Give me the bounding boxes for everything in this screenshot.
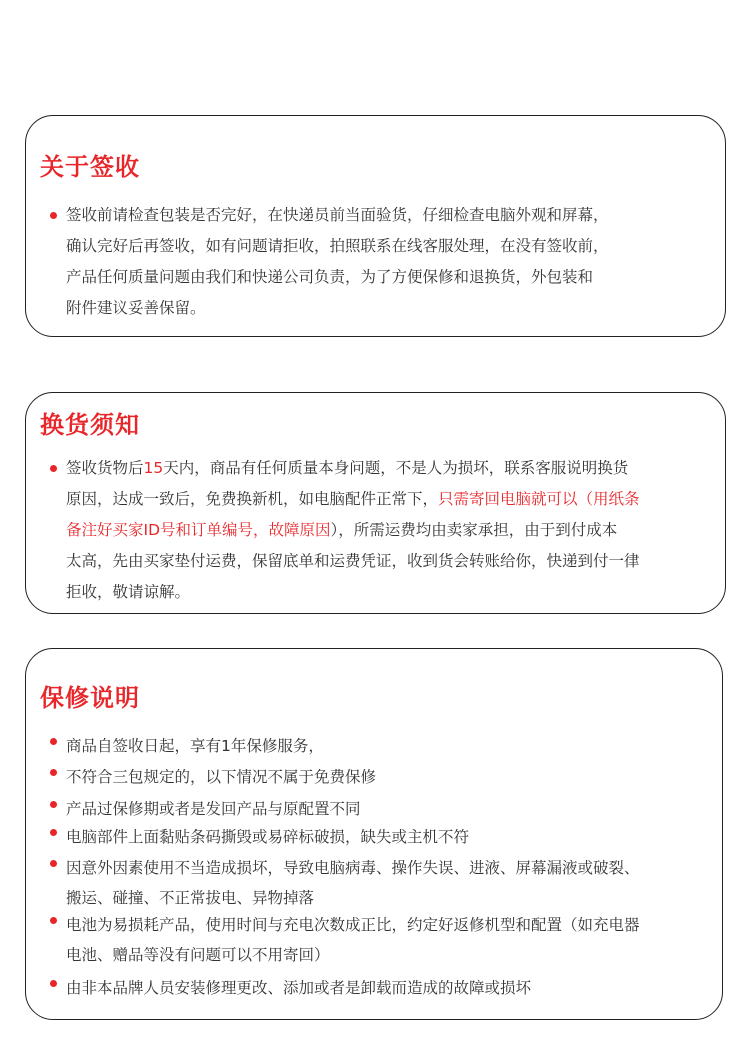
bullet-dot-icon bbox=[50, 829, 57, 836]
exchange-text-b: 天内，商品有任何质量本身问题，不是人为损坏，联系客服说明换货 原因，达成一致后，免费换新机，如电脑配件正常下， bbox=[66, 459, 629, 508]
warranty-item-text: 因意外因素使用不当造成损坏，导致电脑病毒、操作失误、进液、屏幕漏液或破裂、 搬运、碰撞、不正常拔电、异物掉落 bbox=[66, 859, 640, 907]
bullet-dot-icon bbox=[50, 769, 57, 776]
bullet-dot-icon bbox=[50, 465, 57, 472]
exchange-bullet bbox=[50, 457, 701, 602]
exchange-text bbox=[66, 453, 701, 608]
signing-bullet bbox=[50, 202, 701, 322]
exchange-text-c: ），所需运费均由卖家承担，由于到付成本 太高，先由买家垫付运费，保留底单和运费凭证，收到货会转账给你，快递到付一律 拒收，敬请谅解。 bbox=[66, 521, 640, 601]
list-item bbox=[50, 917, 698, 977]
warranty-item-text: 产品过保修期或者是发回产品与原配置不同 bbox=[66, 800, 361, 818]
signing-notice-card bbox=[25, 115, 726, 337]
warranty-title: 保修说明 bbox=[40, 684, 140, 712]
warranty-item-text: 不符合三包规定的，以下情况不属于免费保修 bbox=[66, 768, 377, 786]
bullet-dot-icon bbox=[50, 860, 57, 867]
signing-title: 关于签收 bbox=[40, 153, 140, 181]
exchange-red-note: 只需寄回电脑就可以（用纸条 备注好买家ID号和订单编号，故障原因 bbox=[66, 490, 640, 539]
exchange-text-a: 签收货物后 bbox=[66, 459, 144, 477]
bullet-dot-icon bbox=[50, 212, 57, 219]
bullet-dot-icon bbox=[50, 917, 57, 924]
bullet-dot-icon bbox=[50, 980, 57, 987]
exchange-title: 换货须知 bbox=[40, 411, 140, 439]
exchange-notice-card bbox=[25, 392, 726, 614]
warranty-item-text: 商品自签收日起，享有1年保修服务， bbox=[66, 737, 324, 755]
bullet-dot-icon bbox=[50, 738, 57, 745]
warranty-item-text: 电池为易损耗产品，使用时间与充电次数成正比，约定好返修机型和配置（如充电器 电池、赠品等没有问题可以不用寄回） bbox=[66, 916, 640, 964]
warranty-notice-card bbox=[25, 648, 723, 1020]
bullet-dot-icon bbox=[50, 801, 57, 808]
warranty-item-text: 由非本品牌人员安装修理更改、添加或者是卸载而造成的故障或损坏 bbox=[66, 979, 532, 997]
exchange-days: 15 bbox=[143, 459, 164, 477]
warranty-item-text: 电脑部件上面黏贴条码撕毁或易碎标破损，缺失或主机不符 bbox=[66, 828, 470, 846]
signing-text: 签收前请检查包装是否完好，在快递员前当面验货，仔细检查电脑外观和屏幕， 确认完好后再签收，如有问题请拒收，拍照联系在线客服处理，在没有签收前， 产品任何质量问题由我们和快递公司负责，为了方便保修和退换货，外包装和 附件建议妥善保留。 bbox=[66, 206, 609, 317]
list-item bbox=[50, 980, 698, 1010]
